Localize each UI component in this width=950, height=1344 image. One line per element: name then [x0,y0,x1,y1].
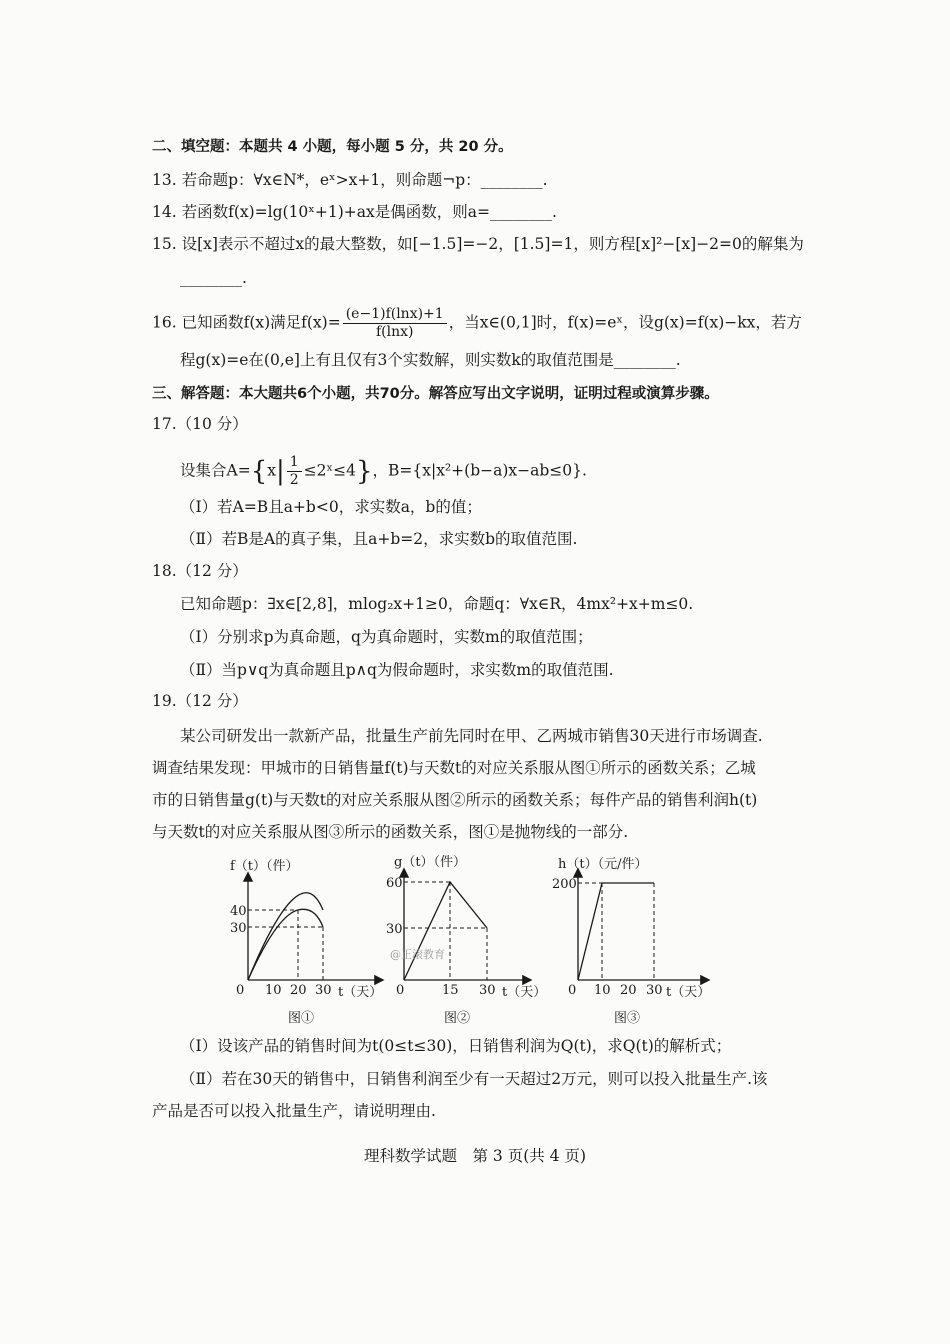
brace-close: } [355,456,373,487]
question-15-line1: 15. 设[x]表示不超过x的最大整数，如[−1.5]=−2，[1.5]=1，则方程[x]²−[x]−2=0的解集为 [152,235,804,253]
q16-pre: 16. 已知函数f(x)满足f(x)= [152,313,341,332]
g2-caption: 图② [444,1011,471,1026]
g3-ylabel: h（t）（元/件） [558,857,648,872]
q16-denominator: f(lnx) [375,324,414,340]
q16-numerator: (e−1)f(lnx)+1 [343,306,447,324]
question-17-part2: （Ⅱ）若B是A的真子集，且a+b=2，求实数b的取值范围. [180,530,578,548]
question-19-part2-line2: 产品是否可以投入批量生产，请说明理由. [152,1102,436,1120]
question-15-line2: ________. [180,269,247,287]
g2-xtick-15: 15 [442,983,459,998]
section2-header: 二、填空题：本题共 4 小题，每小题 5 分，共 20 分。 [152,139,513,155]
question-18-title: 18.（12 分） [152,562,248,580]
g3-xtick-10: 10 [594,983,611,998]
question-13: 13. 若命题p：∀x∈N*，eˣ>x+1，则命题¬p：________. [152,171,548,189]
question-17-title: 17.（10 分） [152,415,248,433]
q17-setA-post: ≤2ˣ≤4 [303,461,356,480]
question-14: 14. 若函数f(x)=lg(10ˣ+1)+ax是偶函数，则a=________. [152,203,557,221]
g3-xtick-30: 30 [646,983,663,998]
q17-setA-var: x [267,461,276,480]
g2-ytick-60: 60 [386,876,403,891]
g3-caption: 图③ [614,1011,641,1026]
parabola-arc [248,909,323,980]
graph-3 [548,852,728,1030]
q17-frac-numerator: 1 [287,454,302,472]
question-19-part1: （Ⅰ）设该产品的销售时间为t(0≤t≤30)，日销售利润为Q(t)，求Q(t)的解析式； [180,1037,732,1055]
g1-ytick-40: 40 [230,904,247,919]
watermark: @正滚教育 [390,948,445,961]
q17-frac-denominator: 2 [289,472,299,488]
question-18-stem: 已知命题p：∃x∈[2,8]，mlog₂x+1≥0，命题q：∀x∈R，4mx²+x+m≤0. [180,595,694,613]
g1-xtick-20: 20 [290,983,307,998]
graph-2 [380,850,550,1030]
g2-origin: 0 [396,983,405,998]
bar-separator: | [275,456,285,487]
q17-setA-pre: 设集合A= [180,461,251,480]
q16-post: ，当x∈(0,1]时，f(x)=eˣ，设g(x)=f(x)−kx，若方 [448,313,802,332]
question-19-line3: 市的日销售量g(t)与天数t的对应关系服从图②所示的函数关系；每件产品的销售利润h(t) [152,791,758,809]
question-18-part1: （Ⅰ）分别求p为真命题，q为真命题时，实数m的取值范围； [180,628,593,646]
g3-ytick-200: 200 [552,877,577,892]
parabola-curve [248,893,323,980]
g3-xtick-20: 20 [620,983,637,998]
g1-xlabel: t（天） [338,985,383,1000]
q16-fraction [343,306,447,341]
question-18-part2: （Ⅱ）当p∨q为真命题且p∧q为假命题时，求实数m的取值范围. [180,661,614,679]
g2-xlabel: t（天） [502,985,547,1000]
question-16-line1 [152,306,802,341]
g3-xlabel: t（天） [666,985,711,1000]
g3-line [578,883,654,980]
section3-header: 三、解答题：本大题共6个小题，共70分。解答应写出文字说明，证明过程或演算步骤。 [152,386,719,402]
question-17-stem [180,454,587,489]
g1-caption: 图① [288,1011,315,1026]
question-19-part2-line1: （Ⅱ）若在30天的销售中，日销售利润至少有一天超过2万元，则可以投入批量生产.该 [180,1070,768,1088]
brace-open: { [250,456,268,487]
question-17-part1: （Ⅰ）若A=B且a+b<0，求实数a，b的值； [180,498,482,516]
page-footer: 理科数学试题 第 3 页(共 4 页) [363,1147,587,1165]
question-19-line1: 某公司研发出一款新产品，批量生产前先同时在甲、乙两城市销售30天进行市场调查. [180,727,763,745]
graph-1 [220,852,400,1030]
g1-ylabel: f（t）（件） [230,859,299,874]
g2-line [404,882,487,980]
g2-ytick-30: 30 [386,922,403,937]
g2-ylabel: g（t）（件） [394,855,467,870]
question-16-line2: 程g(x)=e在(0,e]上有且仅有3个实数解，则实数k的取值范围是________. [180,351,681,369]
g2-xtick-30: 30 [479,983,496,998]
g1-origin: 0 [236,983,245,998]
g3-origin: 0 [568,983,577,998]
question-19-line2: 调查结果发现：甲城市的日销售量f(t)与天数t的对应关系服从图①所示的函数关系；乙城 [152,759,756,777]
g1-xtick-30: 30 [315,983,332,998]
g1-xtick-10: 10 [265,983,282,998]
question-19-line4: 与天数t的对应关系服从图③所示的函数关系，图①是抛物线的一部分. [152,823,629,841]
question-19-title: 19.（12 分） [152,692,248,710]
g1-ytick-30: 30 [230,921,247,936]
q17-fraction [287,454,302,489]
q17-setB: ，B={x|x²+(b−a)x−ab≤0}. [372,461,587,480]
